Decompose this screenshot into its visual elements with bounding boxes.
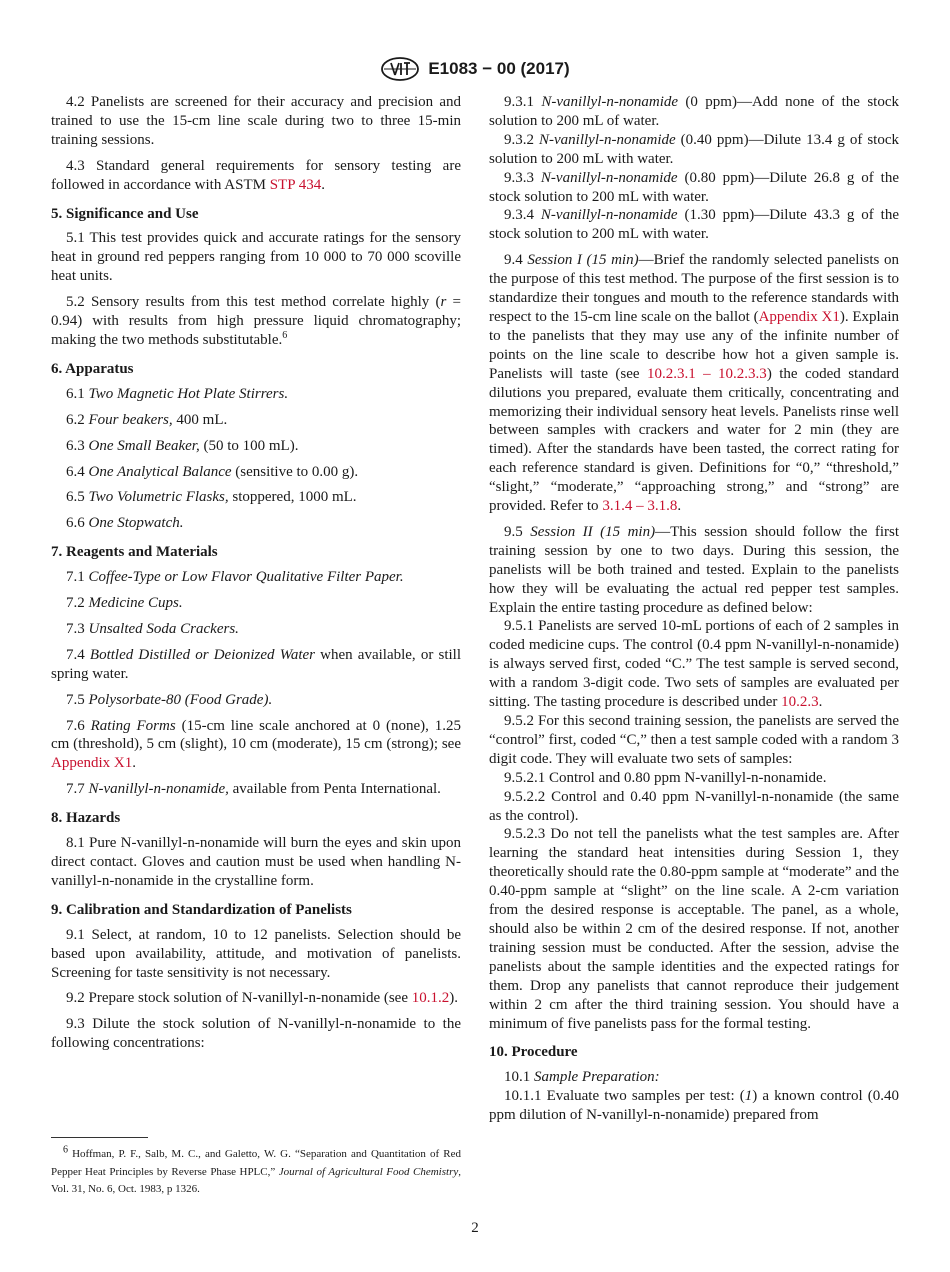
- para-8-1: 8.1 Pure N-vanillyl-n-nonamide will burn the eyes and skin upon direct contact. Gloves and caution must be used when handling N-vanillyl-n-nonamide in the crystalline form.: [51, 835, 461, 889]
- heading-7: 7. Reagents and Materials: [51, 544, 218, 561]
- para-6-2: 6.2 Four beakers, 400 mL.: [66, 411, 228, 428]
- link-appendix-x1-2[interactable]: Appendix X1: [758, 308, 840, 325]
- para-7-7: 7.7 N-vanillyl-n-nonamide, available from Penta International.: [66, 781, 441, 798]
- para-6-6: 6.6 One Stopwatch.: [66, 515, 184, 532]
- para-9-3-2: 9.3.2 N-vanillyl-n-nonamide (0.40 ppm)—Dilute 13.4 g of stock solution to 200 mL with water.: [489, 131, 900, 167]
- page-number: 2: [471, 1220, 479, 1236]
- para-9-1: 9.1 Select, at random, 10 to 12 panelists. Selection should be based upon availability, attitude, and motivation of panelists. Screening for taste sensitivity is not necessary.: [51, 926, 461, 981]
- link-10-1-2[interactable]: 10.1.2: [411, 990, 450, 1007]
- link-3-1-4-range[interactable]: 3.1.4 – 3.1.8: [602, 498, 678, 515]
- para-9-3-1: 9.3.1 N-vanillyl-n-nonamide (0 ppm)—Add none of the stock solution to 200 mL of water.: [489, 94, 899, 129]
- para-5-1: 5.1 This test provides quick and accurate ratings for the sensory heat in ground red peppers ranging from 10 000 to 70 000 scoville heat units.: [51, 230, 461, 285]
- footnote-6: $^6$ Hoffman, P. F., Salb, M. C., and Galetto, W. G. “Separation and Quantitation of Red Pepper Heat Principles by Reverse Phase HPLC,” Journal of Agricultural Food Chemistry, Vol. 31, No. 6, Oct. 1983, p 1326.: [51, 1144, 461, 1195]
- para-4-3: 4.3 Standard general requirements for sensory testing are followed in accordance with ASTM STP 434.: [51, 157, 461, 193]
- standard-designation: E1083 − 00 (2017): [428, 59, 570, 78]
- para-9-3-4: 9.3.4 N-vanillyl-n-nonamide (1.30 ppm)—Dilute 43.3 g of the stock solution to 200 mL with water.: [489, 207, 899, 243]
- footnote-ref-6: 6: [282, 329, 288, 341]
- link-appendix-x1[interactable]: Appendix X1: [51, 755, 133, 772]
- page-header: [0, 56, 950, 82]
- para-5-2: 5.2 Sensory results from this test method correlate highly (r = 0.94) with results from high pressure liquid chromatography; making the two methods substitutable.$^6$: [51, 294, 461, 348]
- link-10-2-3-1-range[interactable]: 10.2.3.1 – 10.2.3.3: [646, 365, 767, 382]
- para-9-5-2-2: 9.5.2.2 Control and 0.40 ppm N-vanillyl-n-nonamide (the same as the control).: [489, 788, 899, 824]
- para-7-1: 7.1 Coffee-Type or Low Flavor Qualitative Filter Paper.: [66, 569, 404, 586]
- para-9-5-1: 9.5.1 Panelists are served 10-mL portions of each of 2 samples in coded medicine cups. The control (0.4 ppm N-vanillyl-n-nonamide) is always served first, coded “C.” The test sample is served second, with a random 3-digit code. Two sets of samples are evaluated per sitting. The tasting procedure is described under 10.2.3.: [489, 618, 899, 711]
- astm-logo-icon: [380, 56, 420, 82]
- link-10-2-3[interactable]: 10.2.3: [781, 694, 819, 711]
- link-stp-434[interactable]: STP 434: [269, 176, 322, 193]
- para-6-1: 6.1 Two Magnetic Hot Plate Stirrers.: [66, 385, 289, 402]
- heading-8: 8. Hazards: [51, 810, 121, 827]
- para-7-2: 7.2 Medicine Cups.: [66, 595, 183, 612]
- para-9-2: 9.2 Prepare stock solution of N-vanillyl-n-nonamide (see 10.1.2).: [66, 990, 458, 1007]
- para-7-3: 7.3 Unsalted Soda Crackers.: [66, 620, 239, 637]
- para-4-2: 4.2 Panelists are screened for their accuracy and precision and trained to use the 15-cm line scale during two to three 15-min training sessions.: [51, 94, 461, 148]
- para-6-3: 6.3 One Small Beaker, (50 to 100 mL).: [66, 437, 299, 454]
- para-10-1-1: 10.1.1 Evaluate two samples per test: (1) a known control (0.40 ppm dilution of N-vanillyl-n-nonamide) prepared from: [489, 1088, 899, 1124]
- para-6-4: 6.4 One Analytical Balance (sensitive to 0.00 g).: [66, 463, 359, 480]
- heading-10: 10. Procedure: [489, 1044, 578, 1061]
- heading-9: 9. Calibration and Standardization of Panelists: [51, 901, 352, 918]
- footnote-rule: [51, 1137, 148, 1138]
- para-9-5-2-3: 9.5.2.3 Do not tell the panelists what the test samples are. After learning the standard heat intensities during Session 1, they theoretically should rate the 0.80-ppm sample at “moderate” and the 0.40-ppm sample at “slight” on the line scale. A 2-cm variation from the desired response is acceptable. The panel, as a whole, should also be within 2 cm of the desired response. If not, another training session must be conducted. After the session, advise the panelists about the sample identities and the expected ratings for them. Drop any panelists that cannot reproduce their judgement within 2 cm after the third training session. You should have a minimum of five panelists pass for the formal testing.: [489, 826, 899, 1032]
- para-9-5: 9.5 Session II (15 min)—This session should follow the first training session by one to two days. During this session, the panelists will be both trained and tested. Explain to the panelists how they will be evaluating the actual red pepper test samples. Explain the entire tasting procedure as defined below:: [489, 523, 900, 616]
- para-9-4: 9.4 Session I (15 min)—Brief the randomly selected panelists on the purpose of this test method. The purpose of the first session is to standardize their tongues and mouth to the reference standards with respect to the 15-cm line scale on the ballot (Appendix X1). Explain to the panelists that they may use any of the infinite number of points on the line scale to describe how hot a given sample is. Panelists will taste (see 10.2.3.1 – 10.2.3.3) the coded standard dilutions you prepared, evaluate them critically, concentrating and memorizing their individual sensory heat levels. Panelists rinse well between samples with crackers and water for 2 min (they are timed). After the standards have been tasted, the correct rating for each reference standard is given. Definitions for “0,” “threshold,” “slight,” “moderate,” “approaching strong,” and “strong” are provided. Refer to 3.1.4 – 3.1.8.: [489, 252, 900, 515]
- left-column: [51, 93, 461, 1060]
- para-7-6: 7.6 Rating Forms (15-cm line scale anchored at 0 (none), 1.25 cm (threshold), 5 cm (slight), 10 cm (moderate), 15 cm (strong); see Appendix X1.: [51, 717, 462, 772]
- para-7-5: 7.5 Polysorbate-80 (Food Grade).: [66, 691, 273, 708]
- para-9-3-3: 9.3.3 N-vanillyl-n-nonamide (0.80 ppm)—Dilute 26.8 g of the stock solution to 200 mL with water.: [489, 169, 899, 205]
- para-9-3: 9.3 Dilute the stock solution of N-vanillyl-n-nonamide to the following concentrations:: [51, 1016, 461, 1052]
- para-7-4: 7.4 Bottled Distilled or Deionized Water when available, or still spring water.: [51, 646, 461, 682]
- para-9-5-2: 9.5.2 For this second training session, the panelists are served the “control” first, coded “C,” then a test sample coded with a random 3 digit code. They will evaluate two sets of samples:: [489, 713, 899, 767]
- para-10-1: 10.1 Sample Preparation:: [504, 1069, 660, 1086]
- right-column: [489, 93, 899, 1125]
- heading-5: 5. Significance and Use: [51, 205, 199, 222]
- para-9-5-2-1: 9.5.2.1 Control and 0.80 ppm N-vanillyl-n-nonamide.: [504, 769, 827, 786]
- heading-6: 6. Apparatus: [51, 360, 134, 377]
- para-6-5: 6.5 Two Volumetric Flasks, stoppered, 1000 mL.: [66, 489, 357, 506]
